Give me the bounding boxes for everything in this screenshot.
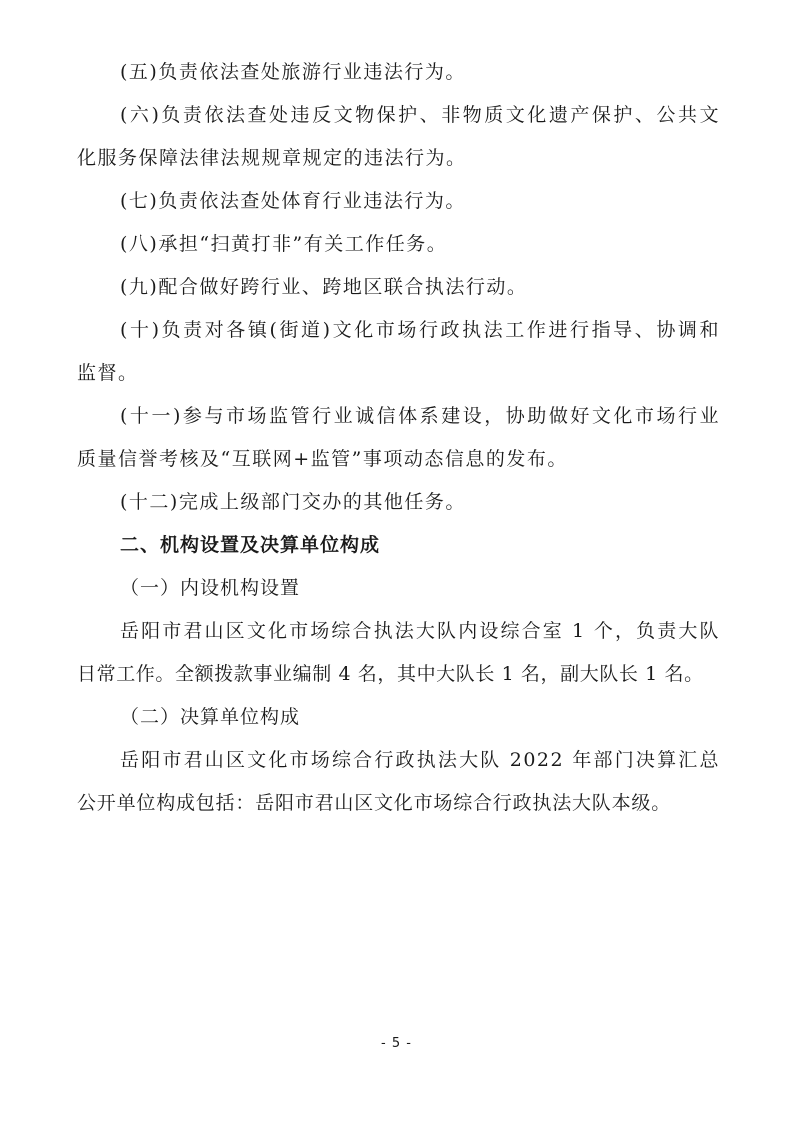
paragraph-item-11-line-1: (十一)参与市场监管行业诚信体系建设，协助做好文化市场行业 — [120, 405, 720, 427]
internal-structure-text-line-2: 日常工作。全额拨款事业编制 4 名，其中大队长 1 名，副大队长 1 名。 — [77, 663, 704, 685]
paragraph-item-12: (十二)完成上级部门交办的其他任务。 — [120, 491, 466, 513]
units-text-line-2: 公开单位构成包括：岳阳市君山区文化市场综合行政执法大队本级。 — [77, 792, 672, 814]
section-heading: 二、机构设置及决算单位构成 — [120, 534, 381, 556]
internal-structure-text-line-1: 岳阳市君山区文化市场综合执法大队内设综合室 1 个，负责大队 — [120, 620, 720, 642]
page-number: - 5 - — [381, 1036, 412, 1051]
units-text-line-1: 岳阳市君山区文化市场综合行政执法大队 2022 年部门决算汇总 — [120, 749, 720, 771]
paragraph-item-11-line-2: 质量信誉考核及“互联网+监管”事项动态信息的发布。 — [77, 448, 568, 470]
paragraph-item-10-line-1: (十)负责对各镇(街道)文化市场行政执法工作进行指导、协调和 — [120, 319, 720, 341]
paragraph-item-7: (七)负责依法查处体育行业违法行为。 — [120, 190, 466, 212]
paragraph-item-10-line-2: 监督。 — [77, 362, 139, 384]
subsection-heading-internal-structure: （一）内设机构设置 — [120, 577, 301, 599]
paragraph-item-6-line-1: (六)负责依法查处违反文物保护、非物质文化遗产保护、公共文 — [120, 104, 720, 126]
paragraph-item-9: (九)配合做好跨行业、跨地区联合执法行动。 — [120, 276, 528, 298]
subsection-heading-units: （二）决算单位构成 — [120, 706, 301, 728]
paragraph-item-8: (八)承担“扫黄打非”有关工作任务。 — [120, 233, 448, 255]
paragraph-item-6-line-2: 化服务保障法律法规规章规定的违法行为。 — [77, 147, 467, 169]
paragraph-item-5: (五)负责依法查处旅游行业违法行为。 — [120, 61, 466, 83]
